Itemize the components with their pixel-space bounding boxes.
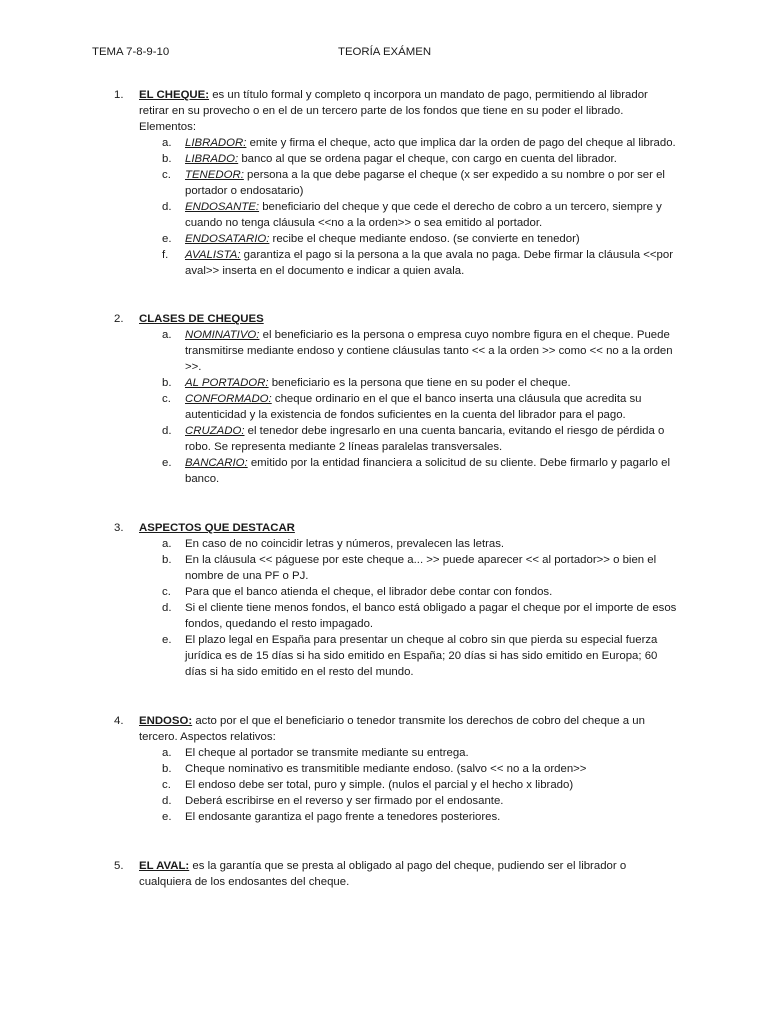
item-letter: d. bbox=[162, 795, 172, 807]
item-letter: c. bbox=[162, 779, 171, 791]
item-term: CONFORMADO: bbox=[185, 393, 272, 405]
section-heading: ASPECTOS QUE DESTACAR bbox=[139, 522, 295, 534]
list-item bbox=[139, 423, 679, 455]
element-list bbox=[139, 536, 679, 680]
item-text: emite y firma el cheque, acto que implica dar la orden de pago del cheque al librado. bbox=[246, 137, 676, 149]
section-heading: ENDOSO: bbox=[139, 715, 193, 727]
element-list bbox=[139, 135, 679, 279]
section-el-aval bbox=[114, 858, 679, 890]
list-item bbox=[139, 151, 679, 167]
item-letter: c. bbox=[162, 393, 171, 405]
item-text: recibe el cheque mediante endoso. (se convierte en tenedor) bbox=[269, 233, 580, 245]
item-text: El plazo legal en España para presentar un cheque al cobro sin que pierda su especial fuerza jurídica es de 15 días si ha sido emitido en España; 20 días si has sido emitido en Europa; 60 días si ha sido emitido en el resto del mundo. bbox=[185, 634, 658, 678]
element-list bbox=[139, 745, 679, 825]
item-term: CRUZADO: bbox=[185, 425, 245, 437]
item-letter: b. bbox=[162, 153, 172, 165]
item-text: garantiza el pago si la persona a la que avala no paga. Debe firmar la cláusula <<por aval>> inserta en el documento e indicar a quien avala. bbox=[185, 249, 674, 277]
item-term: BANCARIO: bbox=[185, 457, 248, 469]
item-text: Deberá escribirse en el reverso y ser firmado por el endosante. bbox=[185, 795, 504, 807]
item-text: el beneficiario es la persona o empresa cuyo nombre figura en el cheque. Puede transmitirse mediante endoso y contiene cláusulas tanto << a la orden >> como << no a la orden >>. bbox=[185, 329, 673, 373]
section-number: 4. bbox=[114, 715, 124, 727]
item-text: persona a la que debe pagarse el cheque (x ser expedido a su nombre o por ser el portador o endosatario) bbox=[185, 169, 665, 197]
item-term: ENDOSATARIO: bbox=[185, 233, 270, 245]
section-number: 3. bbox=[114, 522, 124, 534]
section-intro bbox=[139, 858, 679, 890]
item-text: emitido por la entidad financiera a solicitud de su cliente. Debe firmarlo y pagarlo el banco. bbox=[185, 457, 670, 485]
item-text: Si el cliente tiene menos fondos, el banco está obligado a pagar el cheque por el importe de esos fondos, quedando el resto impagado. bbox=[185, 602, 677, 630]
section-number: 1. bbox=[114, 89, 124, 101]
list-item bbox=[139, 809, 679, 825]
item-text: En caso de no coincidir letras y números, prevalecen las letras. bbox=[185, 538, 505, 550]
item-term: LIBRADO: bbox=[185, 153, 239, 165]
section-el-cheque bbox=[114, 87, 679, 279]
item-term: AL PORTADOR: bbox=[185, 377, 269, 389]
section-clases-de-cheques bbox=[114, 311, 679, 487]
list-item bbox=[139, 375, 679, 391]
item-text: Cheque nominativo es transmitible mediante endoso. (salvo << no a la orden>> bbox=[185, 763, 587, 775]
section-aspectos-que-destacar bbox=[114, 520, 679, 680]
list-item bbox=[139, 327, 679, 375]
list-item bbox=[139, 231, 679, 247]
section-intro-text: es un título formal y completo q incorpora un mandato de pago, permitiendo al librador retirar en su provecho o en el de un tercero parte de los fondos que tiene en su poder el librado. Elementos: bbox=[139, 89, 648, 133]
section-heading: EL AVAL: bbox=[139, 860, 190, 872]
list-item bbox=[139, 584, 679, 600]
section-number: 2. bbox=[114, 313, 124, 325]
list-item bbox=[139, 600, 679, 632]
list-item bbox=[139, 247, 679, 279]
item-term: ENDOSANTE: bbox=[185, 201, 260, 213]
list-item bbox=[139, 552, 679, 584]
section-intro-text: acto por el que el beneficiario o tenedor transmite los derechos de cobro del cheque a un tercero. Aspectos relativos: bbox=[139, 715, 645, 743]
item-letter: a. bbox=[162, 747, 172, 759]
item-letter: d. bbox=[162, 602, 172, 614]
list-item bbox=[139, 745, 679, 761]
list-item bbox=[139, 135, 679, 151]
item-letter: a. bbox=[162, 538, 172, 550]
list-item bbox=[139, 793, 679, 809]
section-spacer bbox=[114, 825, 679, 858]
list-item bbox=[139, 632, 679, 680]
item-letter: a. bbox=[162, 137, 172, 149]
section-intro bbox=[139, 311, 679, 327]
page-header bbox=[92, 44, 692, 60]
item-text: cheque ordinario en el que el banco inserta una cláusula que acredita su autenticidad y la existencia de fondos suficientes en la cuenta del librador para el pago. bbox=[185, 393, 642, 421]
item-letter: b. bbox=[162, 377, 172, 389]
header-topic: TEMA 7-8-9-10 bbox=[92, 46, 170, 58]
item-letter: c. bbox=[162, 586, 171, 598]
item-text: Para que el banco atienda el cheque, el librador debe contar con fondos. bbox=[185, 586, 553, 598]
item-letter: e. bbox=[162, 811, 172, 823]
item-letter: c. bbox=[162, 169, 171, 181]
section-heading: EL CHEQUE: bbox=[139, 89, 210, 101]
section-endoso bbox=[114, 713, 679, 825]
item-letter: b. bbox=[162, 763, 172, 775]
section-number: 5. bbox=[114, 860, 124, 872]
list-item bbox=[139, 777, 679, 793]
list-item bbox=[139, 455, 679, 487]
section-intro bbox=[139, 713, 679, 745]
item-term: AVALISTA: bbox=[185, 249, 241, 261]
item-letter: e. bbox=[162, 457, 172, 469]
item-letter: e. bbox=[162, 634, 172, 646]
item-term: TENEDOR: bbox=[185, 169, 244, 181]
item-text: En la cláusula << páguese por este cheque a... >> puede aparecer << al portador>> o bien el nombre de una PF o PJ. bbox=[185, 554, 657, 582]
section-spacer bbox=[114, 680, 679, 713]
item-term: LIBRADOR: bbox=[185, 137, 247, 149]
item-text: beneficiario es la persona que tiene en su poder el cheque. bbox=[268, 377, 571, 389]
item-letter: e. bbox=[162, 233, 172, 245]
list-item bbox=[139, 536, 679, 552]
item-text: El endoso debe ser total, puro y simple. (nulos el parcial y el hecho x librado) bbox=[185, 779, 574, 791]
section-spacer bbox=[114, 279, 679, 311]
list-item bbox=[139, 761, 679, 777]
section-heading: CLASES DE CHEQUES bbox=[139, 313, 264, 325]
item-letter: a. bbox=[162, 329, 172, 341]
item-term: NOMINATIVO: bbox=[185, 329, 260, 341]
header-title: TEORÍA EXÁMEN bbox=[338, 46, 432, 58]
item-letter: f. bbox=[162, 249, 169, 261]
item-text: El cheque al portador se transmite mediante su entrega. bbox=[185, 747, 469, 759]
section-intro bbox=[139, 87, 679, 135]
item-text: el tenedor debe ingresarlo en una cuenta bancaria, evitando el riesgo de pérdida o robo. Se representa mediante 2 líneas paralelas transversales. bbox=[185, 425, 665, 453]
item-text: beneficiario del cheque y que cede el derecho de cobro a un tercero, siempre y cuando no tenga cláusula <<no a la orden>> o sea emitido al portador. bbox=[185, 201, 662, 229]
item-text: banco al que se ordena pagar el cheque, con cargo en cuenta del librador. bbox=[238, 153, 617, 165]
section-spacer bbox=[114, 487, 679, 520]
item-text: El endosante garantiza el pago frente a tenedores posteriores. bbox=[185, 811, 501, 823]
list-item bbox=[139, 167, 679, 199]
item-letter: d. bbox=[162, 201, 172, 213]
section-intro-text: es la garantía que se presta al obligado al pago del cheque, pudiendo ser el librador o cualquiera de los endosantes del cheque. bbox=[139, 860, 627, 888]
section-intro bbox=[139, 520, 679, 536]
document-body bbox=[114, 87, 679, 890]
list-item bbox=[139, 391, 679, 423]
element-list bbox=[139, 327, 679, 487]
item-letter: d. bbox=[162, 425, 172, 437]
item-letter: b. bbox=[162, 554, 172, 566]
list-item bbox=[139, 199, 679, 231]
